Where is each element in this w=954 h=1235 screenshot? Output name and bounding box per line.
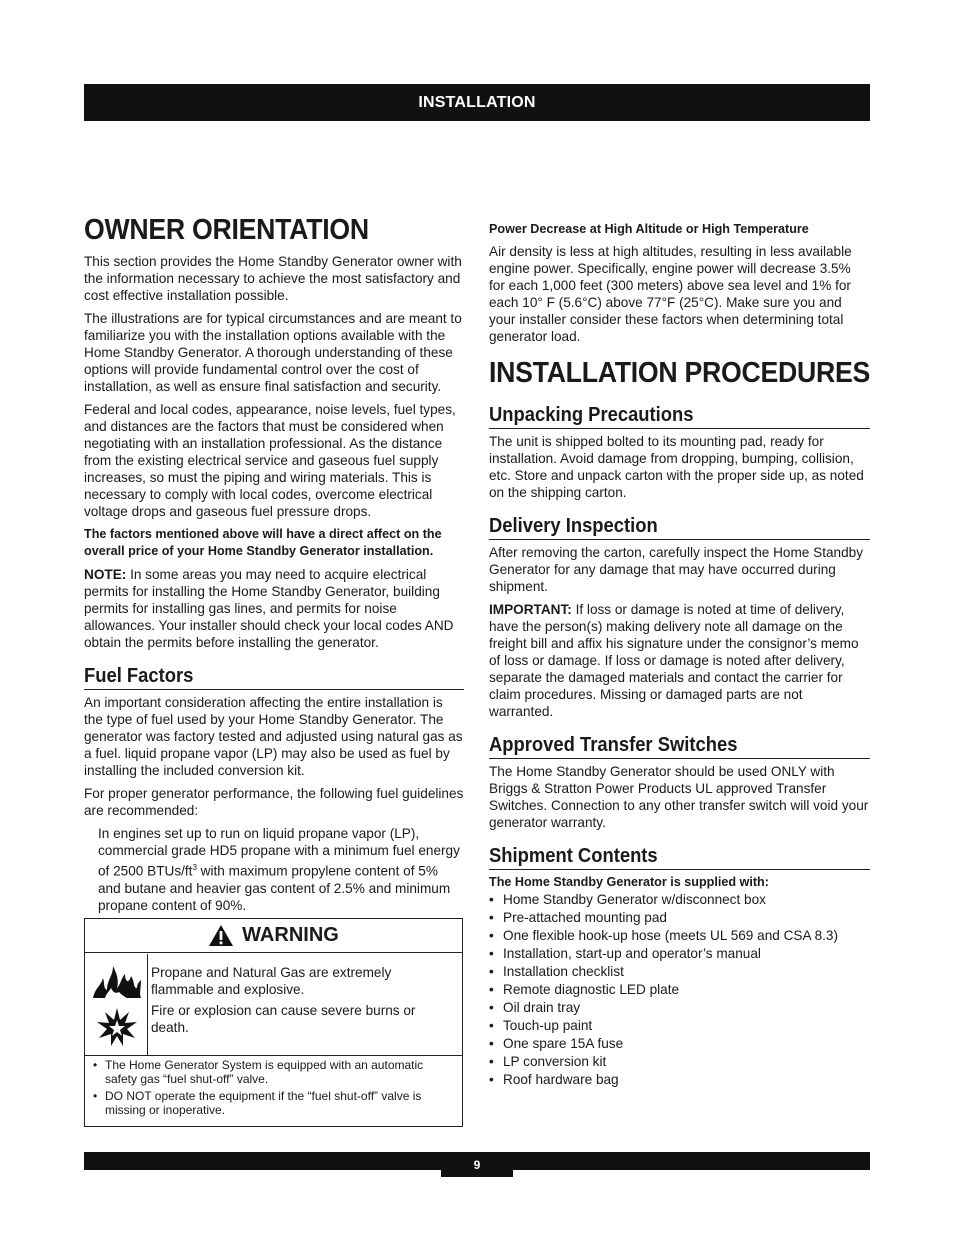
owner-orientation-title: OWNER ORIENTATION	[84, 214, 369, 246]
list-item: • Roof hardware bag	[489, 1071, 870, 1089]
power-decrease-heading: Power Decrease at High Altitude or High Temperature	[489, 222, 809, 236]
explosion-icon	[95, 1006, 139, 1048]
superscript: 3	[192, 863, 197, 872]
note-paragraph	[84, 566, 464, 651]
delivery-inspection-heading-text: Delivery Inspection	[489, 515, 658, 537]
installation-procedures-title: INSTALLATION PROCEDURES	[489, 357, 871, 389]
important-paragraph	[489, 601, 870, 720]
warning-notes	[85, 1058, 462, 1120]
list-item: • Installation, start-up and operator’s manual	[489, 945, 870, 963]
warning-box	[84, 918, 463, 1127]
delivery-inspection-heading	[489, 515, 870, 540]
note-text: In some areas you may need to acquire electrical permits for installing the Home Standby Generator, building permits for installing gas lines, and permits for noise allowances. Your installer should check your local codes AND obtain the permits before installing the generator.	[84, 567, 454, 650]
list-item: • Oil drain tray	[489, 999, 870, 1017]
list-item: • Pre-attached mounting pad	[489, 909, 870, 927]
shipment-intro: The Home Standby Generator is supplied with:	[489, 875, 769, 889]
paragraph: Air density is less at high altitudes, resulting in less available engine power. Specifically, engine power will decrease 3.5% for each 1,000 feet (300 meters) above sea level and 1% for each 10° F (5.6°C) above 77°F (25°C). Make sure you and your installer consider these factors when determining total generator load.	[489, 244, 852, 344]
note-label: NOTE:	[84, 567, 127, 582]
section-header-title: INSTALLATION	[418, 93, 536, 111]
fuel-guideline-text: with maximum propylene content of 5% and butane and heavier gas content of 2.5% and minimum propane content of 90%.	[98, 863, 451, 913]
shipment-contents-heading	[489, 845, 870, 870]
list-item: • One flexible hook-up hose (meets UL 569 and CSA 8.3)	[489, 927, 870, 945]
warning-label: WARNING	[242, 924, 339, 946]
list-item: • LP conversion kit	[489, 1053, 870, 1071]
approved-transfer-switches-heading	[489, 734, 870, 759]
paragraph: This section provides the Home Standby Generator owner with the information necessary to achieve the most satisfactory and cost effective installation possible.	[84, 254, 462, 303]
paragraph: The Home Standby Generator should be used ONLY with Briggs & Stratton Power Products UL approved Transfer Switches. Connection to any other transfer switch will void your generator warranty.	[489, 764, 869, 830]
warning-text-line: Propane and Natural Gas are extremely flammable and explosive.	[151, 965, 392, 997]
list-item: • One spare 15A fuse	[489, 1035, 870, 1053]
paragraph: The illustrations are for typical circumstances and are meant to familiarize you with the installation options available with the Home Standby Generator. A thorough understanding of these options will provide fundamental control over the cost of installation, as well as ensure final satisfaction and security.	[84, 311, 462, 394]
warning-text-line: Fire or explosion can cause severe burns or death.	[151, 1003, 416, 1035]
shipment-list	[489, 891, 870, 1089]
approved-transfer-switches-heading-text: Approved Transfer Switches	[489, 734, 738, 756]
important-label: IMPORTANT:	[489, 602, 572, 617]
shipment-contents-heading-text: Shipment Contents	[489, 845, 658, 867]
fuel-factors-heading	[84, 665, 464, 690]
fuel-guideline-text: In engines set up to run on liquid propane vapor (LP), commercial grade HD5 propane with a minimum fuel energy of 2500 BTUs/ft	[98, 826, 460, 879]
right-column	[489, 214, 870, 1089]
fuel-guideline	[84, 825, 464, 914]
warning-note: • DO NOT operate the equipment if the “fuel shut-off” valve is missing or inoperative.	[91, 1089, 456, 1117]
warning-note: • The Home Generator System is equipped with an automatic safety gas “fuel shut-off” valve.	[91, 1058, 456, 1086]
list-item: • Remote diagnostic LED plate	[489, 981, 870, 999]
bold-paragraph: The factors mentioned above will have a direct affect on the overall price of your Home Standby Generator installation.	[84, 527, 442, 558]
warning-body	[85, 954, 462, 1056]
list-item: • Home Standby Generator w/disconnect box	[489, 891, 870, 909]
paragraph: An important consideration affecting the entire installation is the type of fuel used by your Home Standby Generator. The generator was factory tested and adjusted using natural gas as a fuel. liquid propane vapor (LP) may also be used as fuel by installing the included conversion kit.	[84, 695, 463, 778]
unpacking-precautions-heading-text: Unpacking Precautions	[489, 404, 694, 426]
left-column	[84, 214, 464, 920]
fire-icon	[91, 958, 143, 1000]
important-text: If loss or damage is noted at time of delivery, have the person(s) making delivery note all damage on the freight bill and affix his signature under the consignor’s memo of loss or damage. If loss or damage is noted after delivery, separate the damaged materials and contact the carrier for claim procedures. Missing or damaged parts are not warranted.	[489, 602, 859, 719]
paragraph: After removing the carton, carefully inspect the Home Standby Generator for any damage that may have occurred during shipment.	[489, 545, 864, 594]
warning-triangle-icon	[208, 924, 234, 947]
section-header-bar	[84, 84, 870, 121]
list-item: • Touch-up paint	[489, 1017, 870, 1035]
page-number: 9	[441, 1152, 513, 1177]
warning-text	[151, 964, 456, 1040]
fuel-factors-heading-text: Fuel Factors	[84, 665, 194, 687]
paragraph: Federal and local codes, appearance, noise levels, fuel types, and distances are the factors that must be considered when negotiating with an installation professional. As the distance from the existing electrical service and gaseous fuel supply increases, so must the piping and wiring materials. This is necessary to comply with local codes, overcome electrical voltage drops and gaseous fuel pressure drops.	[84, 402, 456, 519]
warning-header	[85, 919, 462, 953]
list-item: • Installation checklist	[489, 963, 870, 981]
paragraph: For proper generator performance, the following fuel guidelines are recommended:	[84, 786, 464, 818]
unpacking-precautions-heading	[489, 404, 870, 429]
warning-icons	[85, 954, 148, 1055]
paragraph: The unit is shipped bolted to its mounting pad, ready for installation. Avoid damage from dropping, bumping, collision, etc. Store and unpack carton with the proper side up, as noted on the shipping carton.	[489, 434, 864, 500]
